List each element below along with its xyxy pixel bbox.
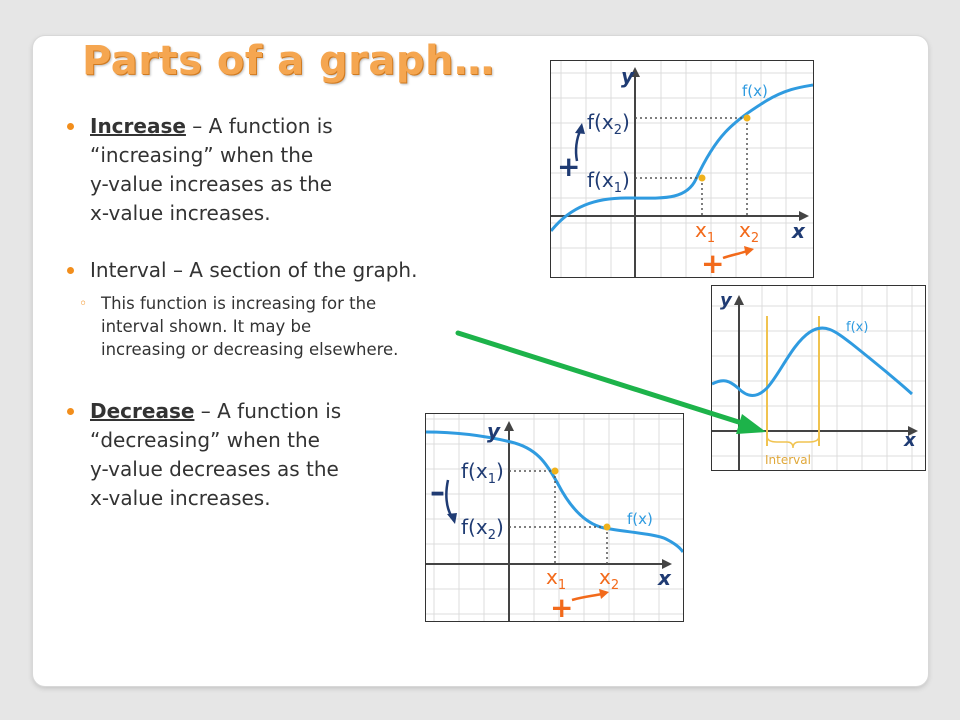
y-axis-label: y (487, 419, 501, 443)
slide-title: Parts of a graph… (82, 38, 495, 84)
decrease-line-4: x-value increases. (90, 486, 271, 510)
label-fx2: $f(x_2)$ (587, 110, 630, 138)
interval-sub-line-2: interval shown. It may be (101, 317, 312, 336)
increase-line-1: – A function is (185, 114, 333, 138)
sub-bullet-ring: ◦ (79, 296, 88, 312)
term-increase: Increase (90, 114, 186, 138)
function-label: f(x) (846, 320, 869, 335)
x-axis-label: x (658, 566, 671, 590)
decrease-line-1: – A function is (194, 399, 342, 423)
label-x2: $x_2$ (599, 565, 620, 593)
horizontal-plus-sign: + (550, 591, 574, 621)
function-label: f(x) (627, 510, 653, 528)
label-x2: $x_2$ (739, 218, 760, 246)
decrease-line-3: y-value decreases as the (90, 457, 339, 481)
increase-line-4: x-value increases. (90, 201, 271, 225)
increase-line-3: y-value increases as the (90, 172, 333, 196)
interval-sub-line-3: increasing or decreasing elsewhere. (101, 340, 399, 359)
term-decrease: Decrease (90, 399, 195, 423)
y-axis-label: y (621, 64, 635, 88)
interval-label: Interval (765, 453, 811, 467)
increase-line-2: “increasing” when the (90, 143, 314, 167)
vertical-minus-sign: – (430, 475, 445, 510)
function-label: f(x) (742, 82, 768, 100)
pointer-arrow-shaft (458, 333, 748, 425)
label-x1: $x_1$ (695, 218, 716, 246)
label-fx2: $f(x_2)$ (461, 515, 504, 543)
y-axis-label: y (720, 290, 732, 311)
interval-sub-line-1: This function is increasing for the (101, 294, 377, 313)
label-fx1: $f(x_1)$ (587, 168, 630, 196)
label-fx1: $f(x_1)$ (461, 459, 504, 487)
vertical-plus-sign: + (557, 150, 581, 183)
label-x1: $x_1$ (546, 565, 567, 593)
x-axis-label: x (792, 219, 805, 243)
horizontal-plus-sign: + (701, 247, 725, 277)
x-axis-label: x (904, 430, 916, 451)
interval-text: Interval – A section of the graph. (90, 258, 418, 282)
decrease-line-2: “decreasing” when the (90, 428, 320, 452)
pointer-arrowhead (736, 414, 766, 434)
